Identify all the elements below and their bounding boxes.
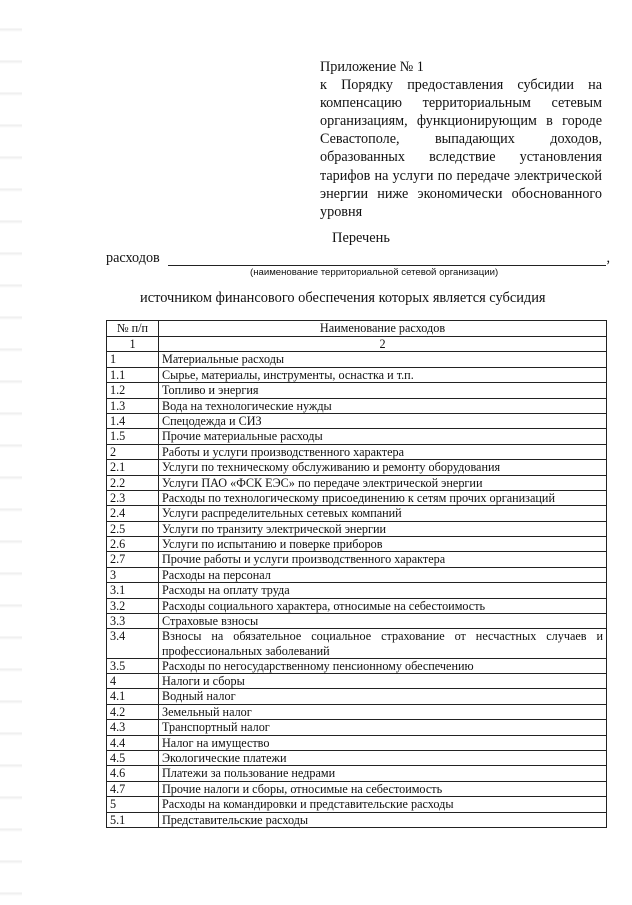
row-expense-name: Услуги по испытанию и поверке приборов: [159, 537, 607, 552]
row-expense-name: Сырье, материалы, инструменты, оснастка и т.п.: [159, 367, 607, 382]
table-row: [107, 750, 607, 765]
row-expense-name: Взносы на обязательное социальное страхование от несчастных случаев и профессиональных заболеваний: [159, 629, 607, 658]
document-title-wrap: [0, 230, 632, 247]
appendix-text: к Порядку предоставления субсидии на компенсацию территориальным сетевым организациям, функционирующим в городе Севастополе, выпадающих доходов, образованных вследствие установления тарифов на услуги по передаче электрической энергии ниже экономически обоснованного уровня: [320, 77, 602, 220]
table-row: [107, 506, 607, 521]
row-number: 3.4: [107, 629, 159, 658]
table-row: [107, 475, 607, 490]
table-row: [107, 658, 607, 673]
row-expense-name: Расходы на командировки и представительские расходы: [159, 797, 607, 812]
table-row: [107, 352, 607, 367]
table-row: [107, 383, 607, 398]
row-expense-name: Работы и услуги производственного характера: [159, 444, 607, 459]
table-row: [107, 797, 607, 812]
row-expense-name: Транспортный налог: [159, 720, 607, 735]
expenses-comma: ,: [606, 250, 610, 266]
table-row: [107, 398, 607, 413]
row-expense-name: Экологические платежи: [159, 750, 607, 765]
row-number: 3: [107, 567, 159, 582]
row-number: 4.5: [107, 750, 159, 765]
row-expense-name: Материальные расходы: [159, 352, 607, 367]
table-row: [107, 781, 607, 796]
row-number: 3.1: [107, 583, 159, 598]
row-expense-name: Страховые взносы: [159, 614, 607, 629]
row-expense-name: Налоги и сборы: [159, 674, 607, 689]
organization-name-caption: (наименование территориальной сетевой организации): [250, 267, 499, 278]
row-expense-name: Услуги по транзиту электрической энергии: [159, 521, 607, 536]
scan-edge-artifact: [0, 0, 22, 905]
row-number: 4.3: [107, 720, 159, 735]
table-row: [107, 766, 607, 781]
table-row: [107, 429, 607, 444]
row-number: 3.5: [107, 658, 159, 673]
row-expense-name: Расходы на персонал: [159, 567, 607, 582]
table-row: [107, 598, 607, 613]
column-header-name: Наименование расходов: [159, 321, 607, 337]
row-number: 2.6: [107, 537, 159, 552]
row-expense-name: Платежи за пользование недрами: [159, 766, 607, 781]
index-cell-number: 1: [107, 337, 159, 352]
table-row: [107, 567, 607, 582]
row-expense-name: Прочие работы и услуги производственного характера: [159, 552, 607, 567]
row-number: 2.3: [107, 490, 159, 505]
table-row: [107, 413, 607, 428]
row-number: 3.2: [107, 598, 159, 613]
row-number: 1.1: [107, 367, 159, 382]
row-number: 2.1: [107, 460, 159, 475]
expenses-table: [106, 320, 607, 828]
document-title: Перечень: [332, 230, 390, 246]
row-expense-name: Услуги по техническому обслуживанию и ремонту оборудования: [159, 460, 607, 475]
table-row: [107, 704, 607, 719]
table-row: [107, 490, 607, 505]
row-number: 2.4: [107, 506, 159, 521]
row-expense-name: Представительские расходы: [159, 812, 607, 827]
table-row: [107, 674, 607, 689]
table-body: [107, 337, 607, 828]
row-number: 2.7: [107, 552, 159, 567]
row-expense-name: Топливо и энергия: [159, 383, 607, 398]
table-header-row: [107, 321, 607, 337]
row-number: 2.5: [107, 521, 159, 536]
row-number: 4.4: [107, 735, 159, 750]
table-row: [107, 552, 607, 567]
appendix-heading: Приложение № 1: [320, 59, 424, 75]
row-expense-name: Расходы по негосударственному пенсионному обеспечению: [159, 658, 607, 673]
table-row: [107, 583, 607, 598]
organization-name-blank: [168, 265, 606, 266]
row-number: 1.5: [107, 429, 159, 444]
table-row: [107, 537, 607, 552]
table-row: [107, 444, 607, 459]
table-row: [107, 521, 607, 536]
table-index-row: [107, 337, 607, 352]
row-expense-name: Вода на технологические нужды: [159, 398, 607, 413]
row-expense-name: Земельный налог: [159, 704, 607, 719]
table-row: [107, 614, 607, 629]
row-expense-name: Услуги распределительных сетевых компаний: [159, 506, 607, 521]
column-header-number: № п/п: [107, 321, 159, 337]
table-row: [107, 735, 607, 750]
row-expense-name: Расходы социального характера, относимые на себестоимость: [159, 598, 607, 613]
row-expense-name: Расходы на оплату труда: [159, 583, 607, 598]
row-number: 1.4: [107, 413, 159, 428]
table-row: [107, 689, 607, 704]
row-expense-name: Водный налог: [159, 689, 607, 704]
table-row: [107, 812, 607, 827]
row-number: 4.7: [107, 781, 159, 796]
row-expense-name: Услуги ПАО «ФСК ЕЭС» по передаче электрической энергии: [159, 475, 607, 490]
row-number: 2.2: [107, 475, 159, 490]
row-expense-name: Расходы по технологическому присоединению к сетям прочих организаций: [159, 490, 607, 505]
table-row: [107, 367, 607, 382]
index-cell-name: 2: [159, 337, 607, 352]
row-expense-name: Прочие налоги и сборы, относимые на себестоимость: [159, 781, 607, 796]
row-number: 2: [107, 444, 159, 459]
expenses-label: расходов: [106, 250, 160, 266]
table-row: [107, 629, 607, 658]
row-number: 5.1: [107, 812, 159, 827]
row-number: 4.6: [107, 766, 159, 781]
row-expense-name: Налог на имущество: [159, 735, 607, 750]
table-row: [107, 720, 607, 735]
row-number: 4.1: [107, 689, 159, 704]
row-number: 1.2: [107, 383, 159, 398]
row-number: 1: [107, 352, 159, 367]
row-number: 4.2: [107, 704, 159, 719]
table-row: [107, 460, 607, 475]
row-expense-name: Спецодежда и СИЗ: [159, 413, 607, 428]
row-number: 4: [107, 674, 159, 689]
funding-source-line: источником финансового обеспечения которых является субсидия: [140, 290, 546, 306]
appendix-block: [320, 58, 602, 221]
row-expense-name: Прочие материальные расходы: [159, 429, 607, 444]
row-number: 1.3: [107, 398, 159, 413]
row-number: 3.3: [107, 614, 159, 629]
row-number: 5: [107, 797, 159, 812]
